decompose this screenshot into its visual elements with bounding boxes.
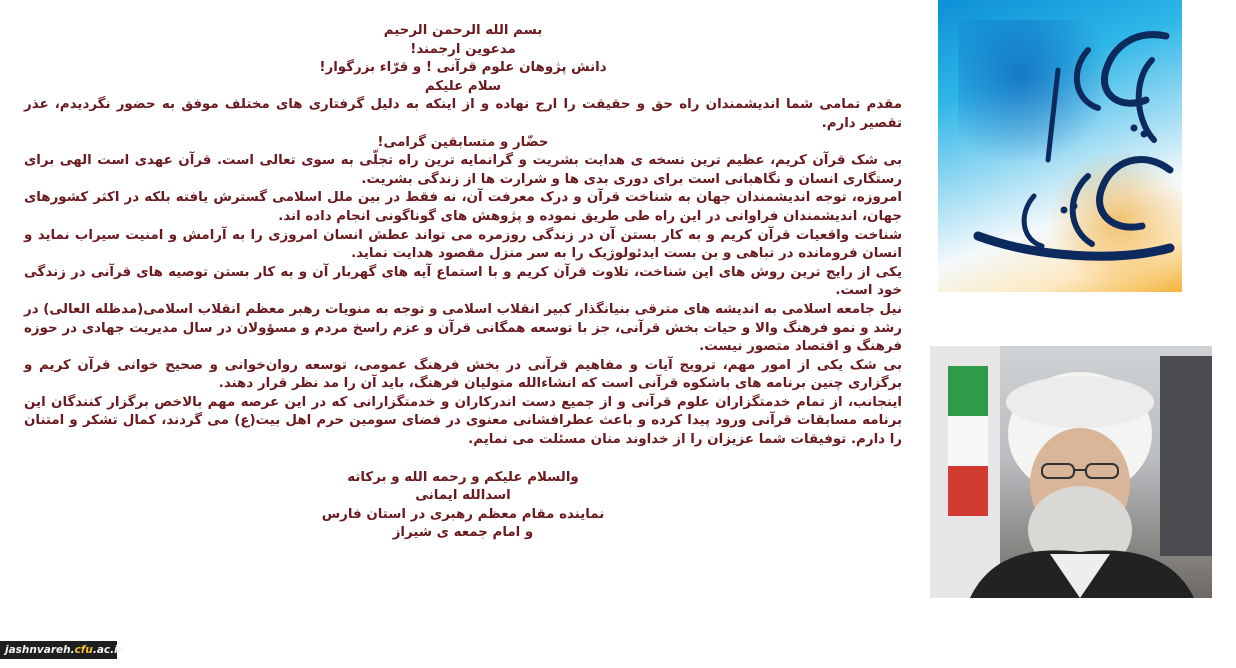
watermark-suffix: .ac.ir — [92, 644, 123, 656]
paragraph-scholars-attention: امروزه، توجه اندیشمندان جهان به شناخت قرآن و درک معرفت آن، نه فقط در بین ملل اسلامی گسترش یافته بلکه در اکثر کشورهای جهان، اندیشمندان فراوانی در این راه طی طریق نموده و پژوهش های گوناگونی انجام داده اند. — [24, 190, 902, 224]
paragraph-quran-guidance: بی شک قرآن کریم، عظیم ترین نسخه ی هدایت بشریت و گرانمایه ترین راه تجلّی به سوی تعالی است. قرآن عهدی است الهی برای رستگاری انسان و نگاهبانی است برای دوری بدی ها و شرارت ها از زندگی بشریت. — [24, 153, 902, 187]
paragraph-thanks: اینجانب، از تمام خدمتگزاران علوم قرآنی و از جمیع دست اندرکاران و خدمتگزارانی که در این عرصه مهم بالاخص برگزار کنندگان این برنامه مسابقات قرآنی ورود پیدا کرده و باعث عطرافشانی معنوی در فضای سومین حرم اهل بیت(ع) می گردند، کمال تشکر و امتنان را دارم. توفیقات شما عزیزان را از خداوند منان مسئلت می نمایم. — [24, 394, 902, 448]
signer-role: و امام جمعه ی شیراز — [392, 525, 534, 541]
greeting-scholars: دانش پژوهان علوم قرآنی ! و قرّاء بزرگوار! — [319, 60, 607, 76]
source-watermark — [0, 641, 123, 659]
spacer — [24, 450, 902, 469]
salutation: سلام علیکم — [424, 78, 502, 94]
paragraph-welcome: مقدم تمامی شما اندیشمندان راه حق و حقیقت را ارج نهاده و از اینکه به دلیل گرفتاری های مختلف موفق به حضور نگردیدم، عذر تقصیر دارم. — [24, 97, 902, 131]
greeting-guests: مدعوین ارجمند! — [410, 41, 516, 57]
signer-name: اسدالله ایمانی — [415, 488, 511, 504]
paragraph-knowing-quran: شناخت واقعیات قرآن کریم و به کار بستن آن در زندگی روزمره می تواند عطش انسان امروزی را به آرامش و امنیت سیراب نماید و انسان فرومانده در تباهی و بن بست ایدئولوژیک را به سر منزل مقصود هدایت نماید. — [24, 227, 902, 262]
paragraph-recitation: یکی از رایج ترین روش های این شناخت، تلاوت قرآن کریم و با استماع آیه های گهربار آن و به کار بستن توصیه های قرآنی در زندگی خود است. — [24, 264, 902, 299]
greeting-participants: حضّار و متسابقین گرامی! — [377, 134, 549, 150]
watermark-highlight: cfu — [74, 644, 93, 656]
paragraph-promotion: بی شک یکی از امور مهم، ترویج آیات و مفاهیم قرآنی در بخش فرهنگ عمومی، توسعه روان‌خوانی و صحیح خوانی قرآن کریم و برگزاری چنین برنامه های باشکوه قرآنی است که انشاءالله متولیان فرهنگ، باید آن را مد نظر قرار دهند. — [24, 357, 902, 392]
letter-body — [24, 22, 902, 543]
paragraph-society: نیل جامعه اسلامی به اندیشه های مترقی بنیانگذار کبیر انقلاب اسلامی و توجه به منویات رهبر معظم انقلاب اسلامی(مدظله العالی) در رشد و نمو فرهنگ والا و حیات بخش قرآنی، جز با توسعه همگانی قرآن و عزم راسخ مردم و مسؤولان در سال مدیریت جهادی در حوزه فرهنگ و اقتصاد متصور نیست. — [24, 301, 902, 355]
basmala: بسم الله الرحمن الرحیم — [383, 23, 543, 38]
closing-salam: والسلام علیکم و رحمه الله و برکاته — [347, 469, 579, 485]
cleric-portrait-photo — [930, 346, 1212, 598]
watermark-prefix: jashnvareh. — [5, 644, 75, 656]
signer-title: نماینده مقام معظم رهبری در استان فارس — [321, 506, 605, 522]
quran-itrat-calligraphy-image — [938, 0, 1182, 292]
